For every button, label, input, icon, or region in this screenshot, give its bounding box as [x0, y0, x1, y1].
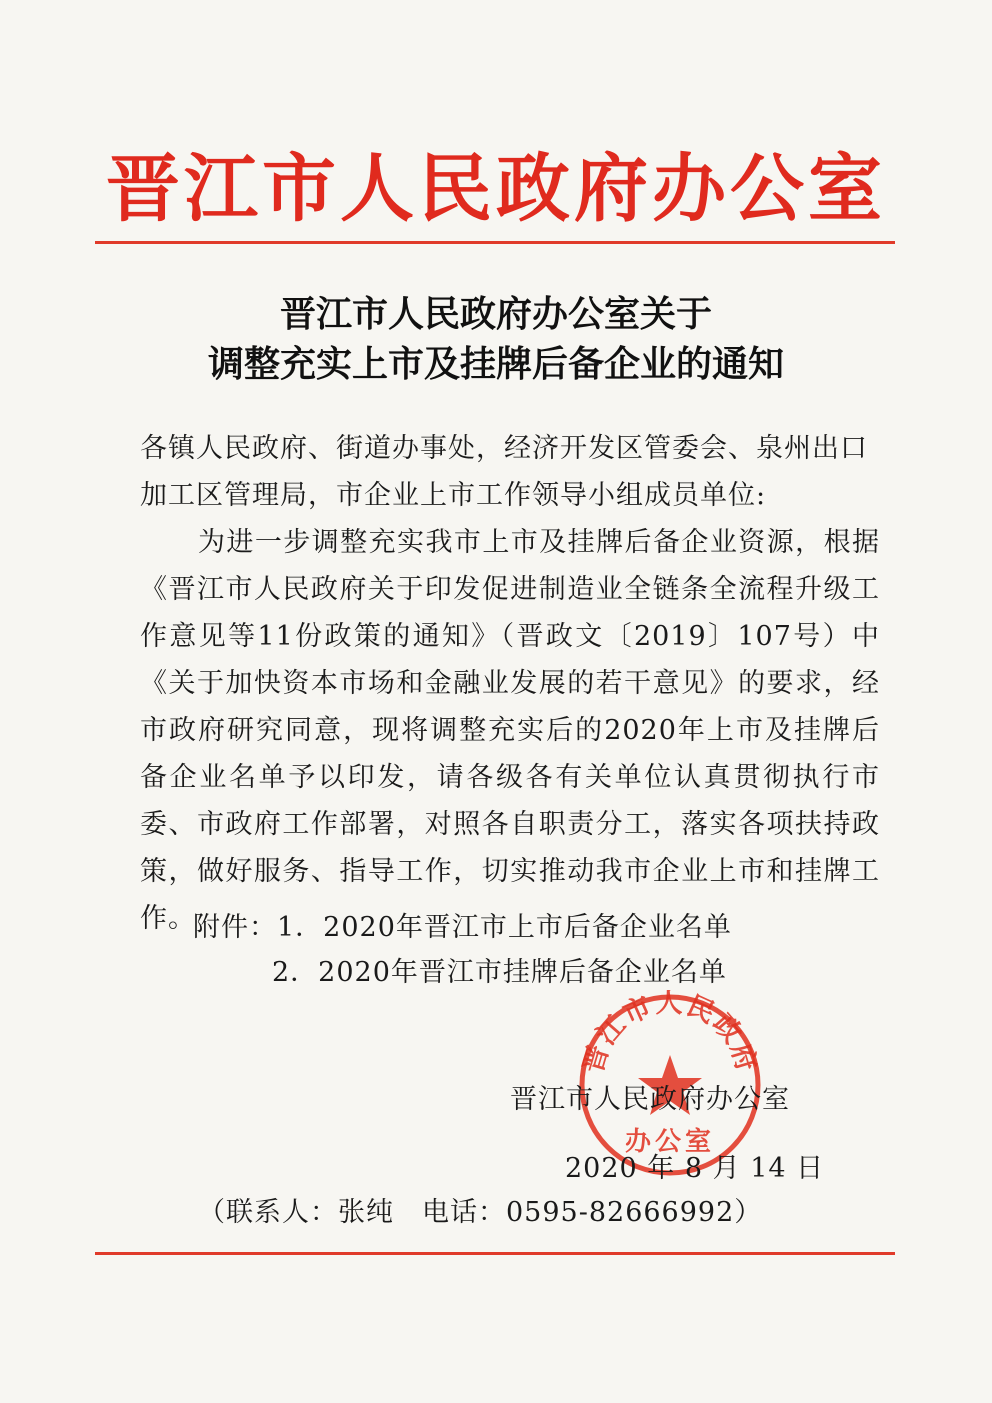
attachment-1: 附件：1．2020年晋江市上市后备企业名单 [193, 912, 732, 943]
contact-info: （联系人：张纯 电话：0595-82666992） [198, 1197, 763, 1228]
footer-red-rule [95, 1252, 895, 1255]
signer: 晋江市人民政府办公室 [510, 1084, 790, 1115]
document-title-line2: 调整充实上市及挂牌后备企业的通知 [207, 344, 784, 385]
issuer-header: 晋江市人民政府办公室 [106, 146, 886, 232]
svg-text:办公室: 办公室 [624, 1127, 716, 1157]
header-red-rule [95, 241, 895, 244]
attachment-2: 2．2020年晋江市挂牌后备企业名单 [272, 957, 727, 988]
body-paragraph: 为进一步调整充实我市上市及挂牌后备企业资源，根据《晋江市人民政府关于印发促进制造业全链条全流程升级工作意见等11份政策的通知》（晋政文〔2019〕107号）中《关于加快资本市场和金融业发展的若干意见》的要求，经市政府研究同意，现将调整充实后的2020年上市及挂牌后备企业名单予以印发，请各级各有关单位认真贯彻执行市委、市政府工作部署，对照各自职责分工，落实各项扶持政策，做好服务、指导工作，切实推动我市企业上市和挂牌工作。 [140, 527, 880, 934]
svg-text:晋江市人民政府: 晋江市人民政府 [577, 990, 763, 1077]
document-title-line1: 晋江市人民政府办公室关于 [279, 294, 712, 335]
issue-date: 2020 年 8 月 14 日 [565, 1153, 825, 1184]
recipients: 各镇人民政府、街道办事处，经济开发区管委会、泉州出口加工区管理局，市企业上市工作领导小组成员单位: [140, 433, 868, 511]
